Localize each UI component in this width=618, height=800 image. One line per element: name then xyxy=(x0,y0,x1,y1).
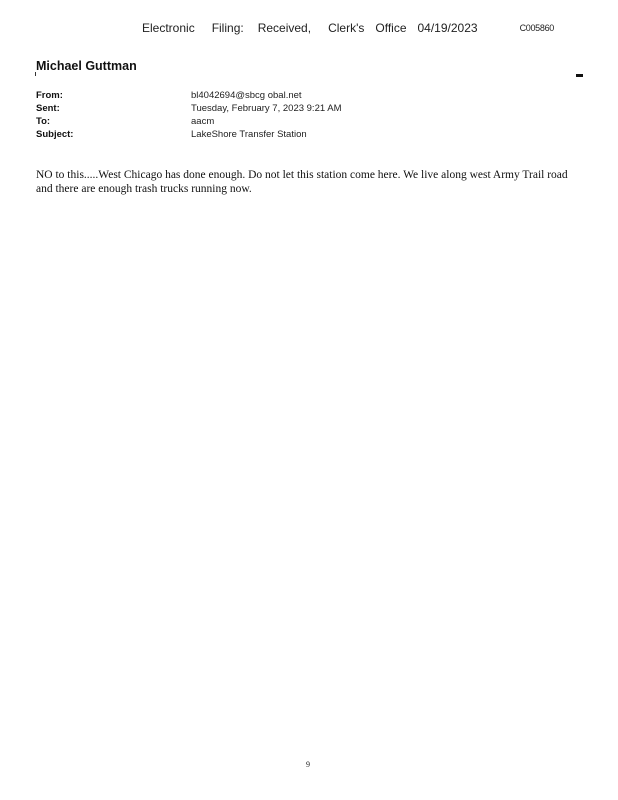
header-row-from xyxy=(36,89,342,102)
header-value-from: bl4042694@sbcg obal.net xyxy=(191,90,302,101)
page-number: 9 xyxy=(306,760,310,769)
header-row-subject xyxy=(36,128,342,141)
header-label: From: xyxy=(36,90,63,101)
filing-stamp xyxy=(142,21,554,35)
header-label: Subject: xyxy=(36,129,74,140)
header-label: To: xyxy=(36,116,51,127)
stamp-date: 04/19/2023 xyxy=(417,21,478,35)
stamp-word: Electronic xyxy=(142,21,195,35)
header-label: Sent: xyxy=(36,103,60,114)
stamp-code: C005860 xyxy=(519,23,554,33)
stamp-word: Clerk's xyxy=(328,21,365,35)
sender-name: Michael Guttman xyxy=(36,59,137,73)
stamp-word: Office xyxy=(375,21,407,35)
header-row-to xyxy=(36,115,342,128)
header-value-subject: LakeShore Transfer Station xyxy=(191,129,307,140)
email-headers xyxy=(36,89,342,141)
header-row-sent xyxy=(36,102,342,115)
header-value-sent: Tuesday, February 7, 2023 9:21 AM xyxy=(191,103,342,114)
email-body: NO to this.....West Chicago has done enough. Do not let this station come here. We live along west Army Trail road and there are enough trash trucks running now. xyxy=(36,169,568,195)
stamp-word: Filing: xyxy=(211,21,244,35)
stamp-word: Received, xyxy=(257,21,312,35)
corner-mark xyxy=(576,74,583,77)
header-value-to: aacm xyxy=(191,116,215,127)
